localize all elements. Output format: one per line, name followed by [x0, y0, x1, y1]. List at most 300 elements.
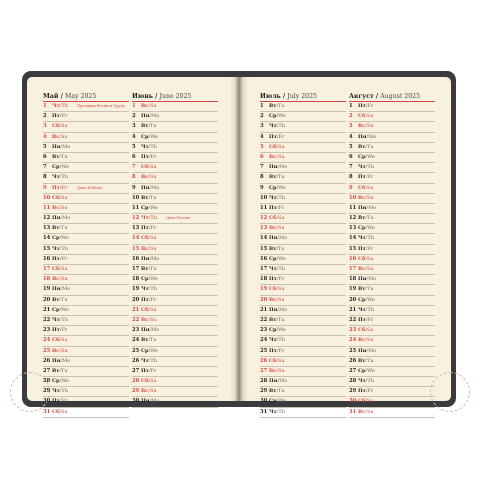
weekday-en: Sa	[150, 306, 157, 313]
weekday-en: Sa	[367, 255, 374, 262]
weekday-en: Fr	[278, 276, 285, 283]
day-row	[349, 143, 435, 153]
day-number: 21	[132, 306, 140, 313]
weekday-ru: Вс	[141, 174, 149, 181]
weekday-en: We	[61, 306, 69, 313]
day-number: 10	[349, 194, 357, 201]
weekday-en: Th	[150, 286, 157, 293]
day-row	[132, 133, 218, 143]
weekday-separator: /	[277, 164, 280, 171]
day-row	[132, 285, 218, 295]
day-row	[260, 122, 346, 132]
weekday-separator: /	[149, 113, 152, 120]
weekday-en: We	[278, 255, 286, 262]
weekday-en: Tu	[150, 194, 157, 201]
weekday-separator: /	[365, 174, 368, 181]
weekday-separator: /	[365, 286, 368, 293]
day-row	[260, 336, 346, 346]
weekday-separator: /	[59, 327, 62, 334]
weekday-ru: Вс	[358, 337, 366, 344]
day-row	[43, 316, 129, 326]
weekday-ru: Пн	[358, 204, 367, 211]
weekday-ru: Ср	[52, 164, 60, 171]
weekday-ru: Ср	[269, 398, 277, 405]
weekday-separator: /	[276, 316, 279, 323]
weekday-en: Mo	[279, 306, 288, 313]
day-number: 30	[349, 398, 357, 405]
day-row	[349, 245, 435, 255]
weekday-ru: Вт	[269, 316, 277, 323]
month-august	[349, 92, 435, 418]
day-number: 18	[132, 276, 140, 283]
weekday-en: Su	[277, 153, 285, 160]
weekday-ru: Ср	[141, 276, 149, 283]
weekday-ru: Вс	[358, 408, 366, 415]
day-number: 31	[260, 408, 268, 415]
day-row	[349, 397, 435, 407]
day-row	[132, 347, 218, 357]
month-july	[260, 92, 346, 418]
weekday-ru: Вс	[52, 276, 60, 283]
day-row	[43, 357, 129, 367]
weekday-separator: /	[60, 357, 63, 364]
weekday-en: Fr	[61, 398, 68, 405]
day-row	[260, 275, 346, 285]
weekday-en: Mo	[368, 204, 377, 211]
weekday-ru: Пн	[141, 398, 150, 405]
weekday-separator: /	[59, 276, 61, 283]
day-row	[349, 275, 435, 285]
weekday-separator: /	[59, 225, 62, 232]
weekday-ru: Пн	[52, 357, 61, 364]
weekday-ru: Чт	[52, 245, 60, 252]
day-row	[43, 224, 129, 234]
weekday-ru: Чт	[141, 286, 149, 293]
month-header: Июнь / June 2025	[132, 92, 218, 102]
weekday-en: Sa	[150, 235, 157, 242]
weekday-en: Fr	[61, 113, 68, 120]
weekday-en: Mo	[368, 347, 377, 354]
weekday-separator: /	[365, 398, 368, 405]
weekday-ru: Чт	[141, 143, 149, 150]
day-number: 2	[349, 113, 353, 120]
weekday-ru: Сб	[358, 255, 366, 262]
weekday-ru: Ср	[358, 225, 366, 232]
weekday-ru: Вт	[269, 245, 277, 252]
day-number: 17	[260, 266, 268, 272]
weekday-ru: Пт	[269, 204, 277, 211]
day-number: 7	[132, 164, 136, 171]
day-number: 12	[132, 215, 140, 222]
weekday-en: We	[150, 204, 158, 211]
weekday-separator: /	[59, 316, 62, 323]
weekday-ru: Пт	[358, 316, 366, 323]
weekday-ru: Ср	[52, 306, 60, 313]
weekday-en: Fr	[278, 133, 285, 140]
weekday-ru: Чт	[269, 194, 277, 201]
weekday-en: Mo	[279, 235, 288, 242]
weekday-ru: Ср	[52, 378, 60, 385]
weekday-separator: /	[59, 123, 62, 130]
day-number: 20	[132, 296, 140, 303]
weekday-en: Th	[61, 174, 68, 181]
day-number: 14	[43, 235, 51, 242]
weekday-en: Th	[61, 388, 68, 395]
weekday-en: Th	[150, 143, 157, 150]
day-row	[43, 143, 129, 153]
day-row	[349, 387, 435, 397]
day-number: 14	[260, 235, 268, 242]
day-list	[43, 102, 129, 418]
weekday-ru: Пт	[269, 276, 277, 283]
day-row	[132, 326, 218, 336]
day-row	[260, 184, 346, 194]
weekday-ru: Чт	[269, 337, 277, 344]
weekday-ru: Ср	[358, 296, 366, 303]
weekday-separator: /	[148, 337, 151, 344]
weekday-en: Mo	[151, 398, 160, 405]
weekday-separator: /	[276, 388, 279, 395]
weekday-separator: /	[148, 164, 151, 171]
weekday-en: Sa	[61, 266, 68, 272]
weekday-en: Th	[278, 194, 285, 201]
weekday-en: Su	[366, 266, 374, 272]
day-number: 11	[349, 204, 357, 211]
day-row	[43, 306, 129, 316]
day-row	[132, 367, 218, 377]
weekday-en: Su	[60, 204, 68, 211]
weekday-ru: Чт	[358, 306, 366, 313]
weekday-en: Tu	[278, 388, 285, 395]
day-row	[349, 347, 435, 357]
weekday-ru: Чт	[269, 408, 277, 415]
day-row	[260, 153, 346, 163]
weekday-ru: Сб	[52, 123, 60, 130]
weekday-en: Mo	[62, 215, 71, 222]
weekday-ru: Сб	[141, 164, 149, 171]
weekday-separator: /	[365, 327, 368, 334]
weekday-en: Su	[366, 123, 374, 130]
weekday-separator: /	[148, 123, 151, 130]
weekday-ru: Вс	[52, 204, 60, 211]
day-row	[260, 326, 346, 336]
weekday-ru: Пт	[358, 245, 366, 252]
day-number: 1	[349, 103, 353, 109]
day-number: 24	[260, 337, 268, 344]
weekday-en: Th	[367, 378, 374, 385]
weekday-separator: /	[59, 306, 62, 313]
month-may	[43, 92, 129, 418]
month-title-ru: Июнь	[132, 93, 153, 100]
weekday-ru: Вт	[269, 388, 277, 395]
weekday-separator: /	[366, 347, 369, 354]
weekday-en: We	[367, 296, 375, 303]
day-number: 14	[349, 235, 357, 242]
day-number: 23	[349, 327, 357, 334]
weekday-separator: /	[59, 184, 62, 191]
weekday-separator: /	[59, 245, 62, 252]
weekday-en: Th	[367, 306, 374, 313]
day-row	[260, 194, 346, 204]
day-number: 13	[43, 225, 51, 232]
day-number: 27	[349, 367, 357, 374]
weekday-separator: /	[149, 398, 152, 405]
weekday-en: Th	[61, 245, 68, 252]
day-row	[349, 367, 435, 377]
day-row	[132, 245, 218, 255]
weekday-separator: /	[148, 296, 151, 303]
weekday-en: Fr	[278, 204, 285, 211]
weekday-ru: Ср	[52, 235, 60, 242]
day-row	[260, 255, 346, 265]
weekday-en: We	[367, 367, 375, 374]
weekday-separator: /	[276, 194, 279, 201]
weekday-ru: Пт	[141, 225, 149, 232]
day-number: 12	[349, 215, 357, 222]
weekday-en: Sa	[61, 337, 68, 344]
weekday-ru: Ср	[269, 184, 277, 191]
day-row	[349, 224, 435, 234]
day-row	[43, 204, 129, 214]
weekday-ru: Пт	[358, 174, 366, 181]
weekday-ru: Чт	[52, 103, 60, 109]
day-list	[349, 102, 435, 418]
weekday-en: Mo	[62, 286, 71, 293]
weekday-ru: Вт	[141, 123, 149, 130]
weekday-en: Tu	[150, 266, 157, 272]
day-number: 23	[260, 327, 268, 334]
day-row	[349, 265, 435, 275]
weekday-en: Mo	[62, 357, 71, 364]
weekday-en: Tu	[278, 103, 285, 109]
day-row	[349, 184, 435, 194]
weekday-separator: /	[365, 316, 368, 323]
weekday-separator: /	[59, 133, 61, 140]
weekday-en: We	[278, 184, 286, 191]
day-number: 9	[132, 184, 136, 191]
day-row	[349, 255, 435, 265]
day-row	[260, 204, 346, 214]
day-number: 16	[132, 255, 140, 262]
day-row	[349, 234, 435, 244]
day-number: 12	[260, 215, 268, 222]
day-number: 6	[132, 153, 136, 160]
weekday-separator: /	[366, 204, 369, 211]
day-number: 16	[43, 255, 51, 262]
day-row	[43, 326, 129, 336]
day-number: 20	[349, 296, 357, 303]
day-number: 4	[349, 133, 353, 140]
day-number: 25	[132, 347, 140, 354]
day-number: 21	[43, 306, 51, 313]
day-row	[132, 122, 218, 132]
day-number: 16	[260, 255, 268, 262]
day-row	[349, 296, 435, 306]
weekday-separator: /	[59, 113, 62, 120]
weekday-separator: /	[365, 225, 368, 232]
weekday-ru: Вт	[52, 153, 60, 160]
holiday-note: Праздник Весны и Труда	[77, 104, 125, 108]
day-number: 9	[349, 184, 353, 191]
day-row	[260, 143, 346, 153]
weekday-separator: /	[59, 388, 62, 395]
day-number: 30	[132, 398, 140, 405]
weekday-en: Sa	[278, 143, 285, 150]
weekday-separator: /	[365, 367, 368, 374]
day-number: 15	[349, 245, 357, 252]
weekday-en: Tu	[367, 357, 374, 364]
weekday-en: Th	[278, 266, 285, 272]
day-number: 27	[43, 367, 51, 374]
day-row	[260, 265, 346, 275]
month-title-en: May 2025	[65, 93, 97, 100]
day-row	[132, 275, 218, 285]
weekday-en: Su	[277, 225, 285, 232]
weekday-en: Fr	[61, 184, 68, 191]
day-row	[43, 336, 129, 346]
month-title-en: June 2025	[159, 93, 192, 100]
weekday-separator: /	[148, 235, 151, 242]
day-number: 2	[43, 113, 47, 120]
weekday-en: We	[61, 235, 69, 242]
day-number: 2	[132, 113, 136, 120]
day-row	[260, 173, 346, 183]
weekday-separator: /	[276, 347, 279, 354]
day-number: 28	[349, 378, 357, 385]
weekday-ru: Чт	[52, 388, 60, 395]
weekday-separator: /	[59, 398, 62, 405]
weekday-separator: /	[59, 204, 61, 211]
weekday-en: Mo	[279, 164, 288, 171]
weekday-separator: /	[276, 184, 279, 191]
weekday-en: We	[367, 153, 375, 160]
weekday-en: We	[61, 378, 69, 385]
day-number: 15	[260, 245, 268, 252]
weekday-ru: Чт	[269, 123, 277, 130]
day-number: 15	[43, 245, 51, 252]
day-row	[43, 163, 129, 173]
day-row	[43, 377, 129, 387]
weekday-separator: /	[365, 378, 368, 385]
day-list	[132, 102, 218, 408]
weekday-ru: Вт	[358, 286, 366, 293]
weekday-ru: Пт	[141, 367, 149, 374]
weekday-en: Su	[277, 296, 285, 303]
day-row	[260, 347, 346, 357]
weekday-en: Tu	[61, 225, 68, 232]
weekday-separator: /	[148, 266, 151, 272]
day-row	[260, 112, 346, 122]
weekday-separator: /	[149, 327, 152, 334]
day-number: 18	[43, 276, 51, 283]
day-row	[349, 112, 435, 122]
weekday-separator: /	[365, 266, 367, 272]
day-row	[349, 194, 435, 204]
day-number: 24	[349, 337, 357, 344]
day-row	[260, 367, 346, 377]
weekday-ru: Сб	[269, 357, 277, 364]
weekday-ru: Пт	[141, 153, 149, 160]
weekday-ru: Вт	[269, 103, 277, 109]
day-number: 24	[43, 337, 51, 344]
weekday-ru: Ср	[141, 347, 149, 354]
weekday-separator: /	[148, 367, 151, 374]
weekday-ru: Пн	[52, 215, 61, 222]
holiday-note: День Победы	[77, 185, 103, 190]
weekday-ru: Чт	[141, 357, 149, 364]
day-number: 25	[349, 347, 357, 354]
day-row	[132, 143, 218, 153]
weekday-en: We	[278, 398, 286, 405]
day-number: 5	[349, 143, 353, 150]
day-number: 7	[43, 164, 47, 171]
weekday-en: Sa	[150, 164, 157, 171]
weekday-en: Sa	[150, 378, 157, 385]
day-number: 14	[132, 235, 140, 242]
weekday-en: Su	[60, 347, 68, 354]
weekday-ru: Пн	[141, 113, 150, 120]
day-number: 13	[132, 225, 140, 232]
weekday-separator: /	[59, 235, 62, 242]
weekday-en: Th	[367, 235, 374, 242]
day-number: 20	[260, 296, 268, 303]
weekday-ru: Вт	[141, 337, 149, 344]
day-number: 31	[43, 408, 51, 415]
weekday-en: Fr	[278, 347, 285, 354]
weekday-separator: /	[148, 133, 151, 140]
day-number: 28	[132, 378, 140, 385]
weekday-separator: /	[365, 215, 368, 222]
day-number: 17	[43, 266, 51, 272]
day-row	[43, 245, 129, 255]
weekday-ru: Вт	[52, 296, 60, 303]
day-number: 18	[349, 276, 357, 283]
weekday-separator: /	[366, 133, 369, 140]
day-number: 3	[349, 123, 353, 130]
weekday-ru: Вт	[358, 357, 366, 364]
weekday-ru: Сб	[52, 194, 60, 201]
month-title-en: August 2025	[380, 93, 421, 100]
day-number: 21	[260, 306, 268, 313]
weekday-separator: /	[59, 174, 62, 181]
weekday-en: Fr	[61, 327, 68, 334]
weekday-en: Fr	[150, 225, 157, 232]
weekday-en: Fr	[150, 296, 157, 303]
weekday-separator: /	[59, 194, 62, 201]
weekday-ru: Вт	[141, 194, 149, 201]
weekday-en: Tu	[61, 367, 68, 374]
day-row	[132, 377, 218, 387]
weekday-ru: Сб	[269, 215, 277, 222]
day-number: 2	[260, 113, 264, 120]
weekday-en: Fr	[367, 103, 374, 109]
weekday-ru: Вс	[141, 388, 149, 395]
day-number: 23	[132, 327, 140, 334]
day-number: 20	[43, 296, 51, 303]
day-row	[43, 122, 129, 132]
weekday-ru: Вс	[269, 153, 277, 160]
weekday-ru: Ср	[269, 255, 277, 262]
weekday-ru: Чт	[141, 215, 149, 222]
weekday-separator: /	[148, 378, 151, 385]
weekday-ru: Пт	[52, 255, 60, 262]
day-number: 8	[132, 174, 136, 181]
day-row	[132, 316, 218, 326]
weekday-ru: Пн	[269, 306, 278, 313]
day-row	[260, 224, 346, 234]
weekday-en: Su	[149, 174, 157, 181]
weekday-en: We	[278, 113, 286, 120]
